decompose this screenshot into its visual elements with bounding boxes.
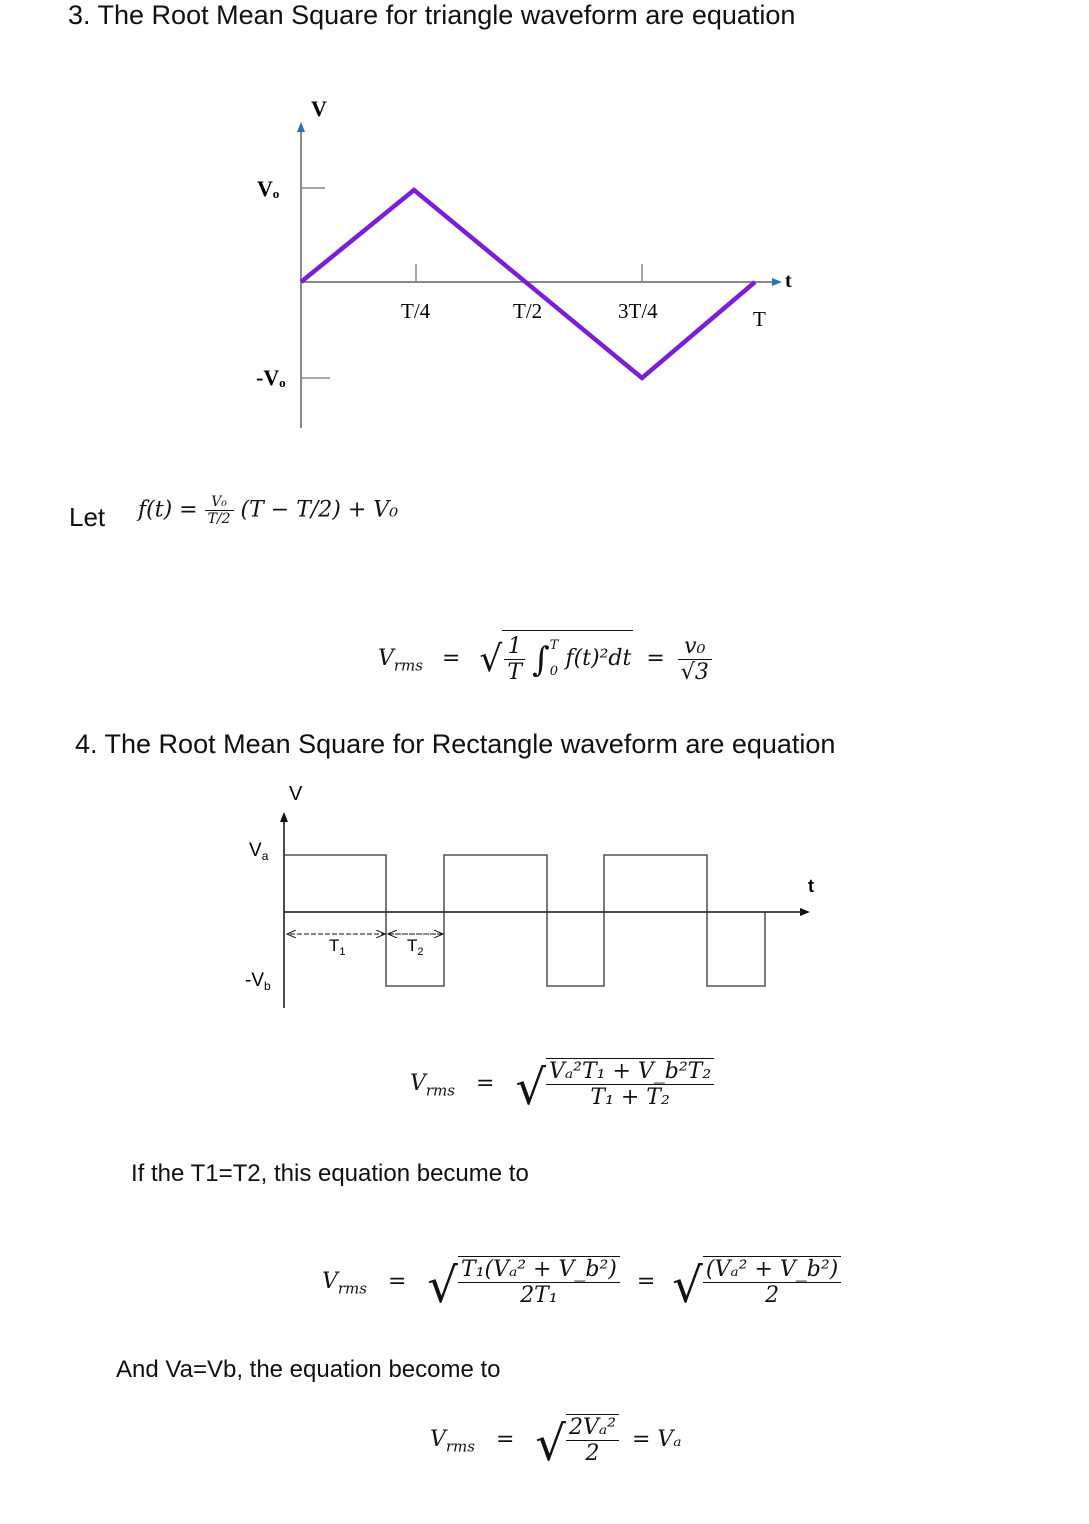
tri-ypos-label: Vₒ	[257, 176, 280, 201]
tri-axis-t-label: t	[785, 270, 792, 292]
rect-rms3-frac	[566, 1414, 619, 1466]
tri-rms-lhs: V	[378, 646, 394, 671]
rect-rms3-num: 2Vₐ²	[566, 1415, 619, 1441]
tri-rms-sqrt-icon: √	[479, 639, 503, 680]
rect-rms2-equals: =	[387, 1269, 407, 1294]
rect-rms-equation-2	[322, 1256, 841, 1314]
tri-tick-label-3t4: 3T/4	[618, 299, 658, 323]
tri-rms-integrand: f(t)²dt	[565, 646, 632, 671]
tri-axis-v-label: V	[311, 96, 327, 121]
tri-rms-result-num: v₀	[678, 634, 712, 660]
rect-rms2-lhs: V	[322, 1269, 338, 1294]
rect-rms3-lhs-sub: rms	[445, 1437, 475, 1456]
rect-rms2-num2: (Vₐ² + V_b²)	[703, 1257, 841, 1283]
rect-axis-t-label: t	[808, 876, 814, 896]
tri-rms-frac-num: 1	[504, 634, 525, 660]
rect-rms-frac	[546, 1058, 714, 1110]
rect-rms2-den2: 2	[765, 1283, 780, 1308]
text-va-equal: And Va=Vb, the equation become to	[116, 1356, 501, 1383]
rect-rms2-sqrt2-icon: √	[672, 1258, 703, 1314]
integral-upper: T	[549, 638, 559, 653]
tri-rms-result-den: √3	[680, 659, 709, 685]
section4-heading: 4. The Root Mean Square for Rectangle waveform are equation	[75, 729, 836, 759]
tri-rms-frac-den: T	[507, 659, 523, 685]
rect-rms2-equals2: =	[636, 1269, 656, 1294]
rect-rms3-equals: =	[495, 1427, 515, 1452]
tri-rms-equation: $V_{rms}$ = √ $\frac{1}{T}$ ∫ T 0 f(t)²dt = $\frac{\text{v₀}}{√3}$	[378, 630, 712, 685]
let-eq-rhs: (T − T/2) + V₀	[240, 497, 399, 523]
rect-rms-den: T₁ + T₂	[590, 1085, 670, 1110]
rect-rms3-sqrt-icon: √	[535, 1416, 567, 1472]
rect-rms3-den: 2	[585, 1441, 600, 1466]
tri-tick-label-t4: T/4	[401, 299, 431, 323]
integral-icon: ∫	[532, 640, 550, 680]
rect-rms2-num1: T₁(Vₐ² + V_b²)	[458, 1257, 620, 1283]
tri-tick-label-t: T	[753, 307, 766, 331]
rect-rms2-lhs-sub: rms	[337, 1279, 367, 1298]
rect-rms-lhs-sub: rms	[425, 1081, 455, 1100]
tri-rms-equals: =	[441, 646, 461, 671]
t2-label: $T_2$	[407, 936, 424, 958]
text-t1-equal: If the T1=T2, this equation becume to	[131, 1160, 529, 1187]
tri-yneg-label: -Vₒ	[256, 365, 286, 390]
rect-rms-equals: =	[475, 1071, 495, 1096]
rect-rms-num: Vₐ²T₁ + V_b²T₂	[546, 1059, 714, 1085]
let-label: Let	[69, 502, 106, 532]
let-eq-lhs: f(t) =	[138, 497, 198, 523]
rect-rms2-frac2	[703, 1256, 841, 1308]
t1-label: $T_1$	[329, 936, 346, 958]
rect-rms-lhs: V	[410, 1071, 426, 1096]
rect-rms-equation-3	[430, 1414, 682, 1472]
rect-rms-equation	[410, 1058, 714, 1116]
section3-heading: 3. The Root Mean Square for triangle waveform are equation	[68, 0, 796, 30]
tri-tick-label-t2: T/2	[513, 299, 543, 323]
integral-lower: 0	[549, 664, 559, 679]
rect-rms-sqrt-icon: √	[515, 1060, 547, 1116]
rect-yneg-label: $-V_b$	[245, 970, 271, 993]
rect-rms3-lhs: V	[430, 1427, 446, 1452]
rect-rms2-sqrt-icon: √	[427, 1258, 459, 1314]
rect-rms3-result: = Vₐ	[631, 1427, 682, 1452]
let-eq-frac-den: T/2	[207, 511, 231, 527]
rect-rms2-den1: 2T₁	[520, 1283, 558, 1308]
let-eq-frac-num: V₀	[205, 494, 234, 511]
tri-rms-lhs-sub: rms	[393, 656, 423, 675]
rect-axis-v-label: V	[289, 783, 303, 805]
rectangle-wave-line	[284, 855, 765, 986]
rect-ypos-label: $V_a$	[249, 840, 269, 863]
rect-rms2-frac1	[458, 1256, 620, 1308]
